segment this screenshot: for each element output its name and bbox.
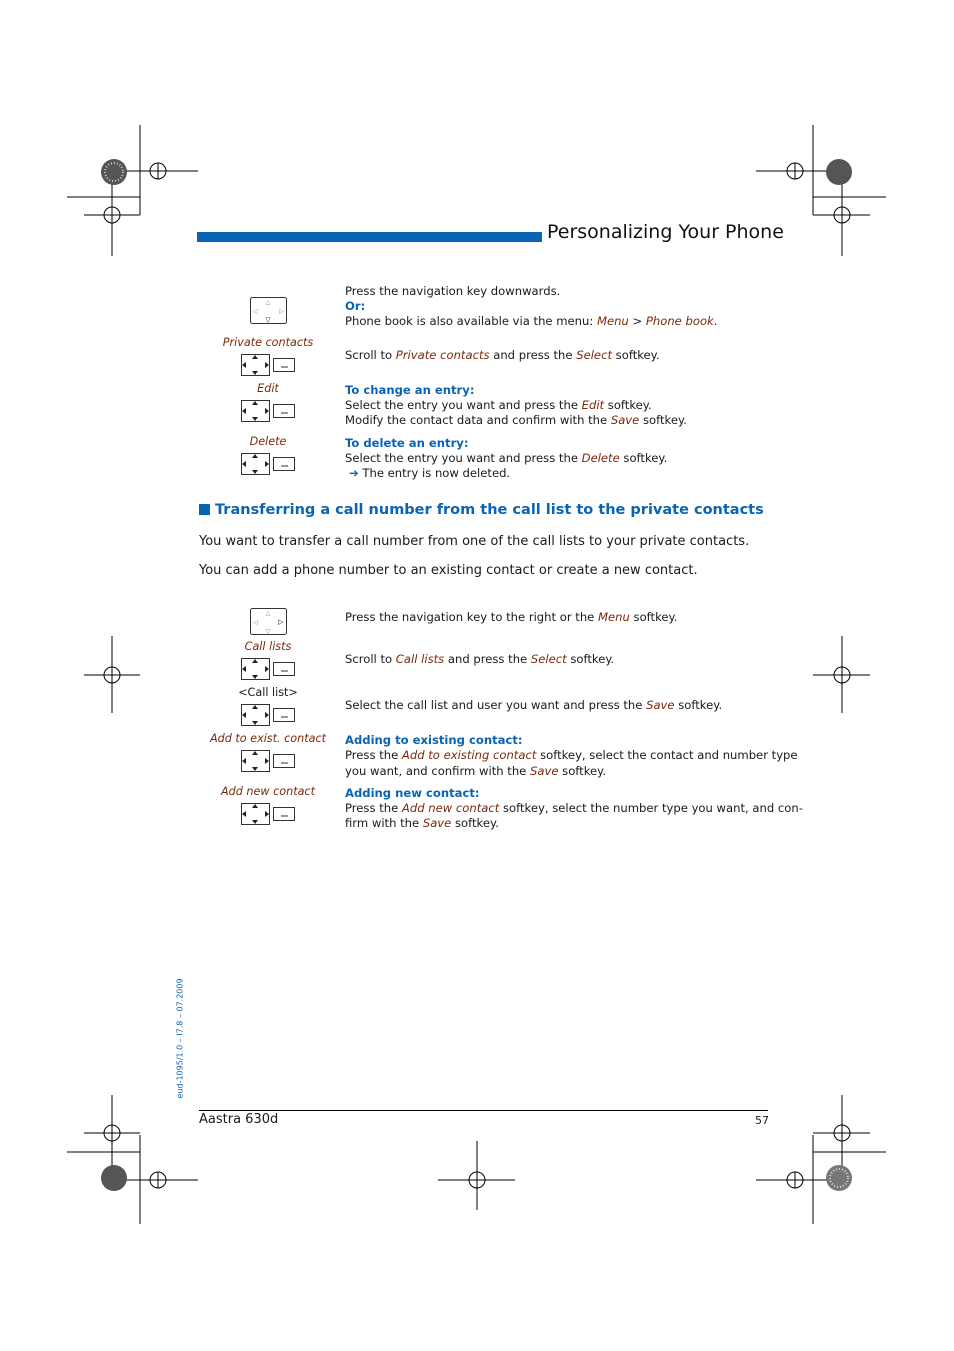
adding-new-heading: Adding new contact: bbox=[345, 786, 480, 800]
svg-text:△: △ bbox=[265, 610, 271, 617]
or-label: Or: bbox=[345, 299, 366, 313]
change-entry-step2: Modify the contact data and confirm with the Save softkey. bbox=[345, 413, 687, 427]
add-existing-keys-icon bbox=[241, 750, 295, 772]
svg-text:◁: ◁ bbox=[253, 308, 258, 315]
call-lists-keys-icon bbox=[241, 658, 295, 680]
label-private-contacts: Private contacts bbox=[222, 336, 314, 349]
adding-new-step1: Press the Add new contact softkey, select the number type you want, and con- bbox=[345, 801, 803, 815]
delete-keys-icon bbox=[241, 453, 295, 475]
document-id: eud-1095/1.0 – I7.8 – 07.2009 bbox=[175, 978, 185, 1099]
label-call-list: <Call list> bbox=[238, 686, 298, 699]
svg-text:▽: ▽ bbox=[265, 628, 271, 635]
svg-text:▷: ▷ bbox=[278, 618, 284, 626]
label-call-lists: Call lists bbox=[244, 640, 292, 653]
footer-model: Aastra 630d bbox=[199, 1112, 279, 1127]
menu-instruction: Phone book is also available via the menu: Menu > Phone book. bbox=[345, 314, 718, 328]
label-add-new-contact: Add new contact bbox=[221, 785, 315, 798]
delete-entry-step1: Select the entry you want and press the Delete softkey. bbox=[345, 451, 668, 465]
intro-paragraph-2: You can add a phone number to an existing contact or create a new contact. bbox=[199, 563, 698, 578]
svg-text:◁: ◁ bbox=[253, 619, 258, 626]
call-list-keys-icon bbox=[241, 704, 295, 726]
intro-paragraph-1: You want to transfer a call number from one of the call lists to your private contacts. bbox=[199, 534, 750, 549]
scroll-call-lists-instruction: Scroll to Call lists and press the Select softkey. bbox=[345, 652, 615, 666]
scroll-select-keys-icon bbox=[241, 354, 295, 376]
svg-text:▽: ▽ bbox=[265, 316, 271, 324]
page-number: 57 bbox=[755, 1114, 769, 1127]
change-entry-heading: To change an entry: bbox=[345, 383, 475, 397]
result-arrow-icon: ➔ bbox=[349, 466, 359, 480]
footer-rule bbox=[199, 1110, 768, 1111]
delete-entry-result: ➔ The entry is now deleted. bbox=[349, 466, 511, 480]
svg-text:△: △ bbox=[265, 299, 271, 306]
label-add-to-existing: Add to exist. contact bbox=[209, 732, 326, 745]
delete-entry-heading: To delete an entry: bbox=[345, 436, 469, 450]
change-entry-step1: Select the entry you want and press the Edit softkey. bbox=[345, 398, 652, 412]
adding-new-step2: firm with the Save softkey. bbox=[345, 816, 499, 830]
section-heading: Transferring a call number from the call list to the private contacts bbox=[199, 502, 764, 518]
adding-existing-heading: Adding to existing contact: bbox=[345, 733, 523, 747]
svg-text:▷: ▷ bbox=[279, 308, 284, 315]
add-new-keys-icon bbox=[241, 803, 295, 825]
label-delete: Delete bbox=[249, 435, 287, 448]
page-title: Personalizing Your Phone bbox=[547, 221, 784, 243]
adding-existing-step1: Press the Add to existing contact softkey, select the contact and number type bbox=[345, 748, 798, 762]
edit-keys-icon bbox=[241, 400, 295, 422]
header-bar bbox=[197, 232, 542, 242]
label-edit: Edit bbox=[257, 382, 279, 395]
navigation-key-right-icon bbox=[250, 608, 287, 635]
nav-right-instruction: Press the navigation key to the right or the Menu softkey. bbox=[345, 610, 678, 624]
select-call-list-instruction: Select the call list and user you want and press the Save softkey. bbox=[345, 698, 723, 712]
heading-square-icon bbox=[199, 504, 210, 515]
adding-existing-step2: you want, and confirm with the Save softkey. bbox=[345, 764, 607, 778]
navigation-key-down-icon bbox=[250, 297, 287, 324]
scroll-private-instruction: Scroll to Private contacts and press the Select softkey. bbox=[345, 348, 660, 362]
nav-instruction: Press the navigation key downwards. bbox=[345, 284, 561, 298]
